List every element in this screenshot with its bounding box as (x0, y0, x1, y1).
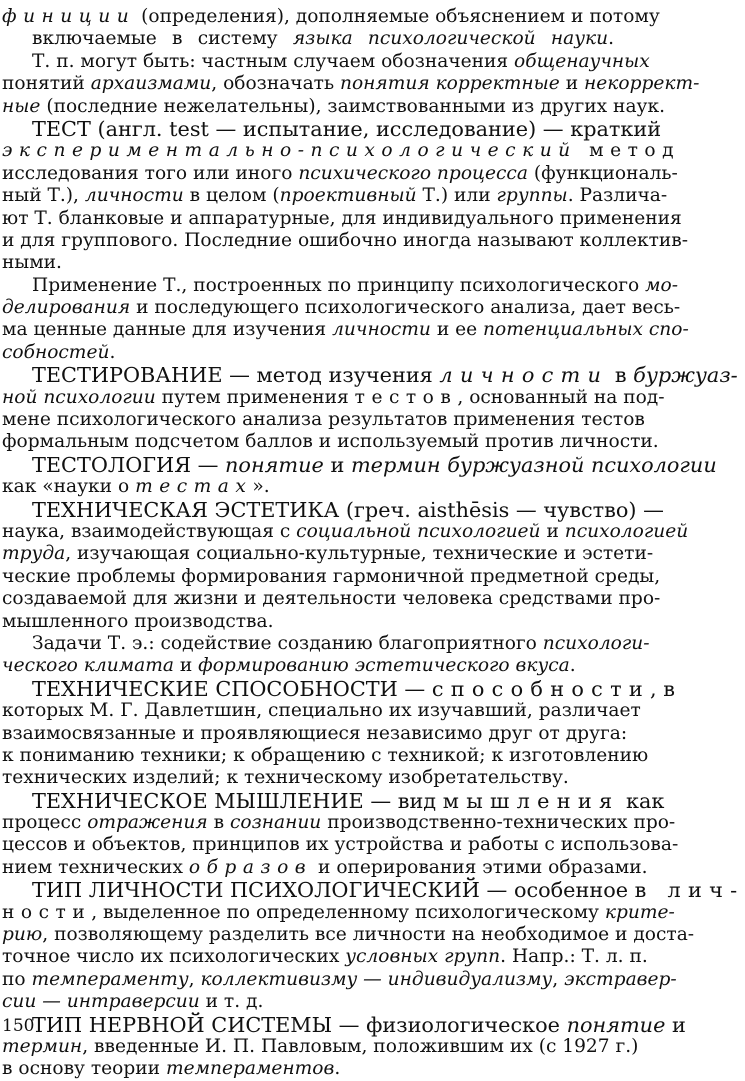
text-segment: проективный (279, 185, 417, 207)
text-line (2, 812, 676, 834)
text-segment: труда (2, 543, 66, 565)
text-segment: ный Т.), (2, 185, 85, 207)
text-line (2, 788, 665, 813)
text-segment: Т.) или (416, 185, 497, 207)
text-line (2, 386, 665, 409)
text-line (2, 676, 675, 701)
text-segment: нием технических (2, 856, 189, 878)
text-line (2, 700, 641, 722)
text-segment: , в (650, 676, 675, 701)
text-segment: , (188, 968, 201, 990)
text-segment: метод (576, 140, 681, 162)
text-segment: рию (2, 924, 43, 946)
text-line (2, 878, 745, 903)
text-line (2, 6, 660, 28)
text-line (2, 207, 682, 230)
text-segment: понятия корректные (340, 73, 560, 95)
entries-text (2, 6, 745, 1081)
page-number: 150 (2, 1016, 35, 1036)
text-segment: в (608, 363, 634, 388)
text-segment: формальным подсчетом баллов и используемый против личности. (2, 431, 659, 453)
text-segment: ». (252, 476, 270, 498)
text-segment: — физиологическое (332, 1012, 567, 1037)
text-line (2, 274, 679, 297)
text-segment: делирования (2, 297, 131, 319)
text-segment: и (323, 452, 351, 477)
text-line (2, 1058, 614, 1080)
text-segment: , позволяющему разделить все личности на необходимое и доста- (42, 924, 695, 946)
text-segment: Применение Т., построенных по принципу психологического (32, 274, 646, 296)
text-segment: психического процесса (298, 162, 528, 184)
text-line (2, 297, 681, 319)
text-segment: — (191, 452, 226, 477)
text-segment: взаимосвязанные и проявляющиеся независимо друг от друга: (2, 722, 628, 744)
text-line (2, 520, 689, 543)
text-segment: экспериментально-психологический (2, 140, 577, 162)
text-segment: мышления (442, 788, 620, 813)
text-segment: (последние нежелательны), заимствованными из других наук. (40, 95, 665, 117)
text-segment: — особенное (479, 878, 635, 903)
text-segment: производственно-технических про- (321, 812, 676, 834)
text-line (2, 655, 614, 677)
text-segment: собностей (2, 341, 110, 363)
entry-headword: ТЕСТОЛОГИЯ (32, 452, 191, 477)
text-line (2, 611, 614, 633)
text-segment: темпераменту (31, 968, 189, 990)
text-segment: мене психологического анализа результатов применения тестов (2, 409, 645, 431)
text-line (2, 767, 614, 789)
text-segment: социальной психологией (296, 520, 541, 542)
text-line (2, 924, 695, 946)
text-line (2, 991, 614, 1013)
text-segment: , (552, 968, 565, 990)
text-segment: и (559, 73, 585, 95)
text-segment: в целом ( (183, 185, 280, 207)
text-segment: (функциональ- (527, 162, 678, 184)
text-segment: Т. п. могут быть: частным случаем обозначения (32, 50, 515, 72)
text-segment: . (109, 341, 116, 363)
text-segment: крите- (604, 901, 675, 923)
text-line (2, 95, 665, 118)
text-segment: точное число их психологических (2, 946, 346, 968)
text-line (2, 452, 717, 477)
text-segment: и ее (430, 319, 484, 341)
text-segment: понятий (2, 73, 91, 95)
entry-headword: ТЕХНИЧЕСКАЯ ЭСТЕТИКА (32, 497, 340, 522)
text-segment: ные (2, 95, 41, 117)
text-segment: ной психологии (2, 386, 156, 408)
text-segment: условных групп (345, 946, 501, 968)
text-segment: в (207, 812, 230, 834)
text-segment: (англ. test — испытание, исследование) — краткий (90, 116, 662, 141)
text-segment: . Различа- (567, 185, 668, 207)
text-line (2, 834, 679, 856)
text-segment: ческие проблемы формирования гармоничной предметной среды, (2, 565, 661, 587)
text-segment: и последующего психологического анализа, дает весь- (130, 297, 681, 319)
text-segment: финиции (2, 6, 136, 27)
text-segment: которых М. Г. Давлетшин, специально их изучавший, различает (2, 700, 641, 722)
text-segment: ют Т. бланковые и аппаратурные, для индивидуального применения (2, 207, 682, 229)
text-segment: ческого климата (2, 655, 174, 677)
text-segment: . (569, 655, 576, 677)
text-segment: . (608, 28, 614, 50)
text-segment: и (665, 1012, 686, 1037)
text-segment: термин буржуазной психологии (350, 452, 717, 477)
text-line (2, 116, 662, 141)
text-segment: (определения), дополняемые объяснением и потому (135, 6, 660, 27)
text-line (2, 476, 614, 498)
text-line (2, 632, 650, 655)
text-segment: потенциальных спо- (483, 319, 689, 341)
text-line (2, 50, 650, 73)
text-line (2, 319, 689, 341)
text-segment: тестов (354, 386, 458, 408)
text-segment: ма ценные данные для изучения (2, 319, 333, 341)
text-segment: личности (439, 363, 609, 388)
text-line (2, 363, 738, 388)
text-segment: сии — интраверсии (2, 991, 200, 1013)
text-segment: — вид (363, 788, 443, 813)
text-line (2, 722, 628, 745)
text-segment: способности (431, 676, 651, 701)
text-segment: технических изделий; к техническому изобретательству. (2, 767, 569, 789)
text-segment: в лич- (634, 878, 745, 903)
text-line (2, 1012, 686, 1037)
text-segment: темпераментов (165, 1058, 335, 1080)
text-segment: и (173, 655, 199, 677)
text-segment: общенаучных (514, 50, 650, 72)
text-line (2, 28, 614, 50)
text-line (2, 565, 661, 588)
entry-headword: ТИП НЕРВНОЙ СИСТЕМЫ (32, 1012, 333, 1037)
text-segment: психологией (564, 520, 689, 542)
text-segment: образов (188, 856, 313, 878)
text-line (2, 946, 648, 968)
text-segment: . Напр.: Т. л. п. (500, 946, 648, 968)
text-segment: некоррект- (584, 73, 700, 95)
text-segment: — (397, 676, 432, 701)
text-segment: как «науки о (2, 476, 136, 498)
entry-headword: ТЕСТИРОВАНИЕ (32, 363, 223, 388)
text-segment: ности (2, 901, 92, 923)
text-line (2, 73, 700, 95)
text-segment: , введенные И. П. Павловым, положившим их (с 1927 г.) (82, 1035, 639, 1057)
text-segment: мо- (645, 274, 679, 296)
entry-headword: ТЕХНИЧЕСКИЕ СПОСОБНОСТИ (32, 676, 398, 701)
text-segment: , обозначать (211, 73, 341, 95)
text-segment: языка психологической науки (292, 28, 609, 50)
text-segment: личности (332, 319, 431, 341)
text-line (2, 497, 664, 522)
text-segment: в основу теории (2, 1058, 166, 1080)
text-segment: понятие (225, 452, 324, 477)
text-segment: понятие (566, 1012, 666, 1037)
text-segment: , изучающая социально-культурные, технические и эстети- (65, 543, 654, 565)
text-segment: архаизмами (90, 73, 212, 95)
text-segment: к пониманию техники; к обращению с техникой; к изготовлению (2, 744, 649, 766)
text-segment: и т. д. (199, 991, 264, 1013)
text-line (2, 252, 614, 274)
text-segment: наука, взаимодействующая с (2, 520, 297, 542)
text-line (2, 744, 649, 767)
text-segment: и (540, 520, 565, 542)
text-segment: исследования того или иного (2, 162, 299, 184)
text-segment: как (619, 788, 665, 813)
text-line (2, 856, 648, 879)
text-segment: сознании (230, 812, 322, 834)
text-segment: личности (84, 185, 184, 207)
text-segment: . (334, 1058, 341, 1080)
text-segment: психологи- (542, 632, 650, 654)
text-segment: включаемые в систему (32, 28, 293, 50)
text-segment: экстравер- (564, 968, 677, 990)
text-line (2, 162, 678, 185)
text-segment: тестах (135, 476, 253, 498)
text-line (2, 588, 661, 610)
text-segment: , основанный на под- (457, 386, 665, 408)
text-line (2, 968, 677, 991)
text-segment: путем применения (155, 386, 355, 408)
text-line (2, 431, 659, 453)
text-line (2, 543, 654, 565)
text-segment: термин (2, 1035, 83, 1057)
text-segment: и оперирования этими образами. (312, 856, 648, 878)
text-line (2, 185, 668, 207)
text-segment: цессов и объектов, принципов их устройства и работы с использова- (2, 834, 679, 856)
text-segment: создаваемой для жизни и деятельности человека средствами про- (2, 588, 661, 610)
text-segment: и для группового. Последние ошибочно иногда называют коллектив- (2, 229, 689, 251)
text-segment: (греч. aisthēsis — чувство) — (339, 497, 664, 522)
text-segment: коллективизму — индивидуализму (200, 968, 553, 990)
text-segment: ными. (2, 252, 62, 274)
text-line (2, 342, 614, 364)
text-segment: Задачи Т. э.: содействие созданию благоприятного (32, 632, 543, 654)
text-segment: процесс (2, 812, 88, 834)
text-segment: , выделенное по определенному психологическому (91, 901, 605, 923)
text-segment: группы (496, 185, 568, 207)
text-line (2, 1035, 639, 1058)
text-segment: — метод изучения (222, 363, 440, 388)
text-segment: формированию эстетического вкуса (198, 655, 570, 677)
entry-headword: ТИП ЛИЧНОСТИ ПСИХОЛОГИЧЕСКИЙ (32, 878, 480, 903)
entry-headword: ТЕСТ (32, 116, 91, 141)
text-segment: по (2, 968, 32, 990)
text-line (2, 901, 675, 924)
entry-headword: ТЕХНИЧЕСКОЕ МЫШЛЕНИЕ (32, 788, 364, 813)
text-segment: буржуаз- (633, 363, 738, 388)
text-segment: отражения (87, 812, 208, 834)
text-line (2, 409, 645, 431)
text-line (2, 229, 689, 252)
text-segment: мышленного производства. (2, 610, 274, 632)
text-line (2, 140, 681, 162)
